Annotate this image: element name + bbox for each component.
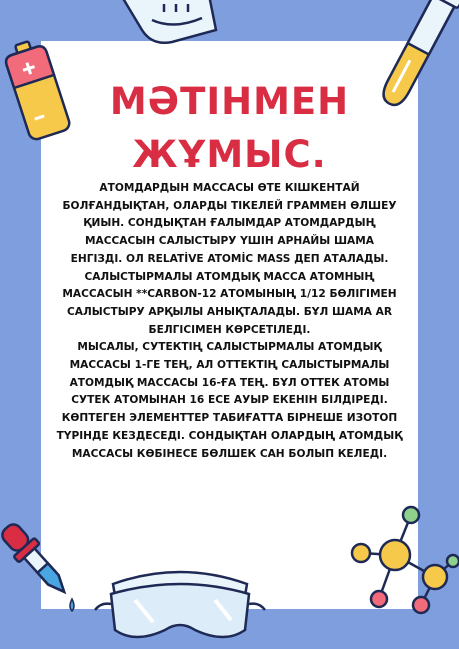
- body-line: МАССАСЫН САЛЫСТЫРУ ҮШІН АРНАЙЫ ШАМА: [85, 235, 374, 248]
- body-line: КӨПТЕГЕН ЭЛЕМЕНТТЕР ТАБИҒАТТА БІРНЕШЕ ИЗОТОП: [61, 412, 398, 425]
- body-line: САЛЫСТЫРУ АРҚЫЛЫ АНЫҚТАЛАДЫ. БҰЛ ШАМА AR: [66, 305, 393, 318]
- body-line: БЕЛГІСІМЕН КӨРСЕТІЛЕДІ.: [148, 323, 311, 336]
- test-tube-icon: [355, 0, 459, 130]
- beaker-icon: [112, 0, 222, 50]
- body-line: МАССАСЫ 1-ГЕ ТЕҢ, АЛ ОТТЕКТІҢ САЛЫСТЫРМАЛЫ: [69, 359, 390, 372]
- body-line: АТОМДЫҚ МАССАСЫ 16-ҒА ТЕҢ. БҰЛ ОТТЕК АТОМЫ: [69, 376, 390, 389]
- body-line: ЕНГІЗДІ. ОЛ RELATİVE ATOMİC MASS ДЕП АТАЛАДЫ.: [70, 252, 389, 265]
- body-line: САЛЫСТЫРМАЛЫ АТОМДЫҚ МАССА АТОМНЫҢ: [84, 270, 375, 283]
- body-line: СУТЕК АТОМЫНАН 16 ЕСЕ АУЫР ЕКЕНІН БІЛДІРЕДІ.: [71, 394, 388, 407]
- page-title-line-2: ЖҰМЫС.: [132, 133, 327, 176]
- body-line: МАССАСЫН **CARBON-12 АТОМЫНЫҢ 1/12 БӨЛІГІМЕН: [62, 288, 397, 301]
- body-line: МАССАСЫ КӨБІНЕСЕ БӨЛШЕК САН БОЛЫП КЕЛЕДІ.: [71, 447, 388, 460]
- molecule-icon: [335, 505, 459, 615]
- body-text: [47, 180, 412, 463]
- page-title-line-1: МӘТІНМЕН: [109, 80, 350, 123]
- body-line: ҚИЫН. СОНДЫҚТАН ҒАЛЫМДАР АТОМДАРДЫҢ: [83, 217, 376, 230]
- body-line: МЫСАЛЫ, СУТЕКТІҢ САЛЫСТЫРМАЛЫ АТОМДЫҚ: [77, 341, 382, 354]
- body-line: АТОМДАРДЫН МАССАСЫ ӨТЕ КІШКЕНТАЙ: [99, 182, 360, 194]
- dropper-icon: [0, 515, 90, 615]
- body-line: ТҮРІНДЕ КЕЗДЕСЕДІ. СОНДЫҚТАН ОЛАРДЫҢ АТОМДЫҚ: [56, 429, 403, 442]
- battery-icon: [0, 30, 80, 150]
- body-line: БОЛҒАНДЫҚТАН, ОЛАРДЫ ТІКЕЛЕЙ ГРАММЕН ӨЛШЕУ: [62, 199, 397, 212]
- safety-goggles-icon: [95, 560, 265, 649]
